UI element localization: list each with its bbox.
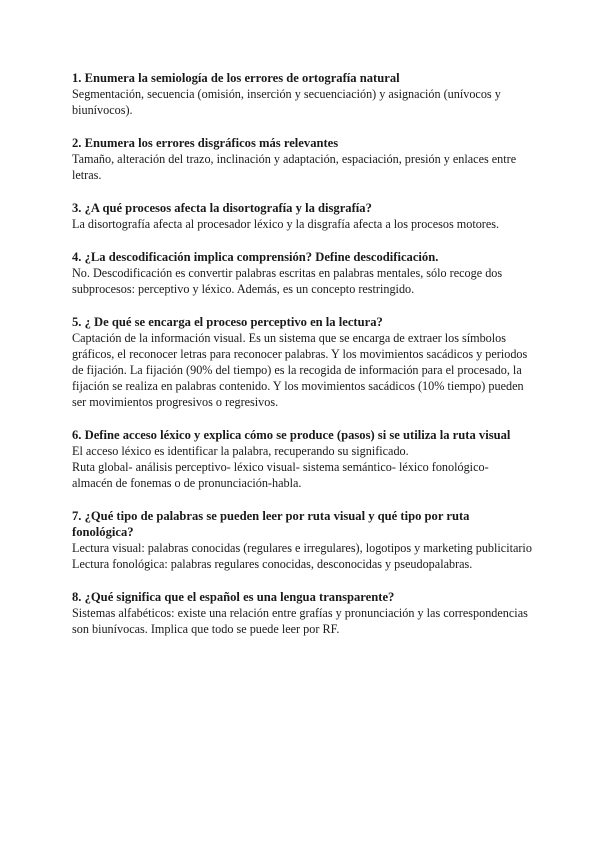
question-1: 1. Enumera la semiología de los errores de ortografía natural (72, 71, 400, 85)
question-3: 3. ¿A qué procesos afecta la disortografía y la disgrafía? (72, 201, 372, 215)
question-4: 4. ¿La descodificación implica comprensión? Define descodificación. (72, 250, 439, 264)
question-5: 5. ¿ De qué se encarga el proceso perceptivo en la lectura? (72, 315, 383, 329)
qa-item-2 (72, 135, 532, 183)
answer-2-line-1: Tamaño, alteración del trazo, inclinación y adaptación, espaciación, presión y enlaces entre letras. (72, 152, 517, 182)
answer-5-line-1: Captación de la información visual. Es un sistema que se encarga de extraer los símbolos gráficos, el reconocer letras para reconocer palabras. Y los movimientos sacádicos y periodos de fijación. La fijación (90% del tiempo) es la recogida de información para el procesado, la fijación se realiza en palabras contenido. Y los movimientos sacádicos (10% tiempo) pueden ser movimientos progresivos o regresivos. (72, 331, 528, 409)
question-7: 7. ¿Qué tipo de palabras se pueden leer por ruta visual y qué tipo por ruta fonológica? (72, 509, 470, 539)
qa-item-8 (72, 589, 532, 637)
answer-3-line-1: La disortografía afecta al procesador léxico y la disgrafía afecta a los procesos motores. (72, 217, 500, 231)
question-6: 6. Define acceso léxico y explica cómo se produce (pasos) si se utiliza la ruta visual (72, 428, 511, 442)
answer-4-line-1: No. Descodificación es convertir palabras escritas en palabras mentales, sólo recoge dos subprocesos: perceptivo y léxico. Además, es un concepto restringido. (72, 266, 503, 296)
question-2: 2. Enumera los errores disgráficos más relevantes (72, 136, 339, 150)
qa-item-7 (72, 508, 532, 572)
qa-item-6 (72, 427, 532, 491)
answer-6-line-2: Ruta global- análisis perceptivo- léxico visual- sistema semántico- léxico fonológico- almacén de fonemas o de pronunciación-habla. (72, 460, 489, 490)
answer-7-line-1: Lectura visual: palabras conocidas (regulares e irregulares), logotipos y marketing publicitario (72, 541, 532, 555)
document-page (72, 70, 532, 654)
question-8: 8. ¿Qué significa que el español es una lengua transparente? (72, 590, 395, 604)
answer-7-line-2: Lectura fonológica: palabras regulares conocidas, desconocidas y pseudopalabras. (72, 557, 473, 571)
answer-6-line-1: El acceso léxico es identificar la palabra, recuperando su significado. (72, 444, 409, 458)
answer-1-line-1: Segmentación, secuencia (omisión, inserción y secuenciación) y asignación (unívocos y biunívocos). (72, 87, 501, 117)
qa-item-5 (72, 314, 532, 410)
answer-8-line-1: Sistemas alfabéticos: existe una relación entre grafías y pronunciación y las correspondencias son biunívocas. Implica que todo se puede leer por RF. (72, 606, 528, 636)
qa-item-1 (72, 70, 532, 118)
qa-item-4 (72, 249, 532, 297)
qa-item-3 (72, 200, 532, 232)
